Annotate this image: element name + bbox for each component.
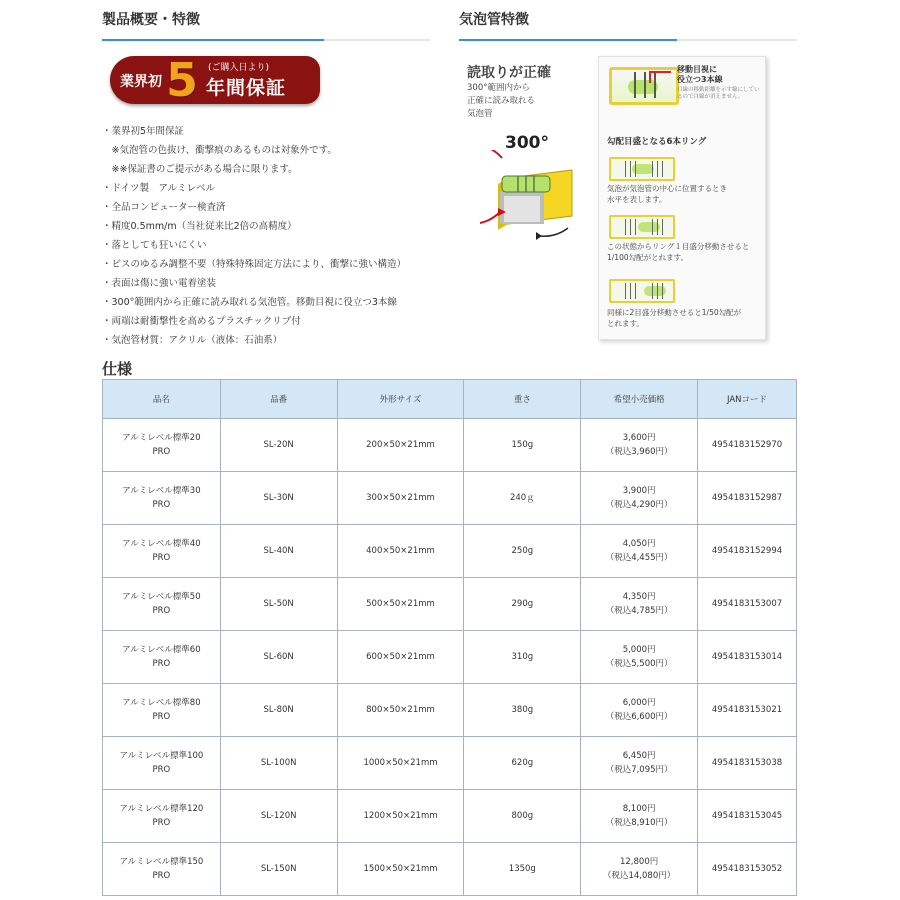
overview-title: 製品概要・特徴 (102, 12, 200, 28)
cell-code: SL-20N (220, 419, 337, 472)
spec-table (102, 379, 797, 896)
cell-jan: 4954183153038 (698, 737, 797, 790)
cell-name: アルミレベル標準150 PRO (103, 843, 221, 896)
cell-code: SL-120N (220, 790, 337, 843)
cell-weight: 1350g (464, 843, 581, 896)
three-lines-note: 目線の移動距離を示す線にしているので目線が消えません。 (677, 87, 760, 100)
three-lines-callout: 移動目視に 役立つ3本線 (677, 65, 723, 84)
vial-two-ring-icon (609, 279, 675, 303)
feature-item: ※気泡管の色抜け、衝撃痕のあるものは対象外です。 (102, 145, 337, 156)
feature-item: ・両端は耐衝撃性を高めるプラスチックリブ付 (102, 316, 301, 327)
cell-code: SL-60N (220, 631, 337, 684)
badge-number: 5 (166, 56, 199, 104)
cell-name: アルミレベル標準50 PRO (103, 578, 221, 631)
table-row (103, 472, 797, 525)
table-row (103, 843, 797, 896)
cell-price: 4,350円 （税込4,785円） (581, 578, 698, 631)
feature-item: ・業界初5年間保証 (102, 126, 185, 137)
table-row (103, 790, 797, 843)
cell-name: アルミレベル標準80 PRO (103, 684, 221, 737)
cell-size: 600×50×21mm (337, 631, 464, 684)
cell-weight: 150g (464, 419, 581, 472)
cell-jan: 4954183152987 (698, 472, 797, 525)
table-header-row (103, 380, 797, 419)
cell-name: アルミレベル標準20 PRO (103, 419, 221, 472)
cell-price: 6,000円 （税込6,600円） (581, 684, 698, 737)
spec-title: 仕様 (102, 360, 133, 378)
cell-size: 400×50×21mm (337, 525, 464, 578)
vial-title: 気泡管特徴 (459, 12, 529, 28)
vial-detail-panel (598, 56, 766, 340)
cell-name: アルミレベル標準60 PRO (103, 631, 221, 684)
callout-arrow (649, 71, 671, 73)
cell-code: SL-100N (220, 737, 337, 790)
table-row (103, 737, 797, 790)
cell-size: 800×50×21mm (337, 684, 464, 737)
cell-price: 12,800円 （税込14,080円） (581, 843, 698, 896)
cell-jan: 4954183152970 (698, 419, 797, 472)
cell-weight: 800g (464, 790, 581, 843)
cell-price: 4,050円 （税込4,455円） (581, 525, 698, 578)
cell-price: 3,900円 （税込4,290円） (581, 472, 698, 525)
cell-code: SL-30N (220, 472, 337, 525)
cell-jan: 4954183153045 (698, 790, 797, 843)
degree-label: 300° (505, 133, 549, 153)
feature-item: ・表面は傷に強い電着塗装 (102, 278, 217, 289)
cell-size: 300×50×21mm (337, 472, 464, 525)
badge-suffix: 年間保証 (206, 77, 287, 99)
step-level-text: 気泡が気泡管の中心に位置するとき 水平を表します。 (607, 184, 727, 204)
cell-weight: 310g (464, 631, 581, 684)
cell-code: SL-50N (220, 578, 337, 631)
vial-level-icon (609, 157, 675, 181)
table-row (103, 419, 797, 472)
step-two-ring-text: 同様に2目盛分移動させると1/50勾配が とれます。 (607, 308, 742, 328)
cell-weight: 620g (464, 737, 581, 790)
feature-item: ・ドイツ製 アルミレベル (102, 183, 216, 194)
header-code: 品番 (220, 380, 337, 419)
cell-jan: 4954183153014 (698, 631, 797, 684)
rings-title: 勾配目盛となる6本リング (607, 137, 707, 147)
table-row (103, 631, 797, 684)
feature-item: ※※保証書のご提示がある場合に限ります。 (102, 164, 298, 175)
cell-price: 8,100円 （税込8,910円） (581, 790, 698, 843)
callout-arrow-stem (649, 71, 651, 83)
cell-name: アルミレベル標準40 PRO (103, 525, 221, 578)
cell-name: アルミレベル標準100 PRO (103, 737, 221, 790)
feature-item: ・精度0.5mm/m（当社従来比2倍の高精度） (102, 221, 297, 232)
cell-jan: 4954183153007 (698, 578, 797, 631)
cell-price: 5,000円 （税込5,500円） (581, 631, 698, 684)
cell-jan: 4954183153052 (698, 843, 797, 896)
cell-jan: 4954183152994 (698, 525, 797, 578)
header-price: 希望小売価格 (581, 380, 698, 419)
cell-size: 1000×50×21mm (337, 737, 464, 790)
cell-price: 3,600円 （税込3,960円） (581, 419, 698, 472)
badge-prefix: 業界初 (120, 74, 162, 90)
cell-size: 1200×50×21mm (337, 790, 464, 843)
header-weight: 重さ (464, 380, 581, 419)
feature-item: ・ビスのゆるみ調整不要（特殊特殊固定方法により、衝撃に強い構造） (102, 259, 407, 270)
cell-price: 6,450円 （税込7,095円） (581, 737, 698, 790)
cell-code: SL-80N (220, 684, 337, 737)
cell-size: 1500×50×21mm (337, 843, 464, 896)
cell-code: SL-150N (220, 843, 337, 896)
table-row (103, 525, 797, 578)
cell-name: アルミレベル標準30 PRO (103, 472, 221, 525)
feature-list (102, 122, 432, 350)
feature-item: ・気泡管材質：アクリル（液体：石油系） (102, 335, 283, 346)
cell-weight: 380g (464, 684, 581, 737)
accuracy-heading: 読取りが正確 (467, 65, 551, 81)
overview-underline (102, 39, 430, 41)
header-jan: JANコード (698, 380, 797, 419)
accuracy-description: 300°範囲内から 正確に読み取れる 気泡管 (467, 83, 536, 119)
badge-note: (ご購入日より) (208, 63, 270, 73)
cell-weight: 290g (464, 578, 581, 631)
table-row (103, 684, 797, 737)
level-vial-illustration (480, 150, 580, 240)
cell-name: アルミレベル標準120 PRO (103, 790, 221, 843)
vial-one-ring-icon (609, 215, 675, 239)
feature-item: ・落としても狂いにくい (102, 240, 207, 251)
cell-weight: 250g (464, 525, 581, 578)
cell-code: SL-40N (220, 525, 337, 578)
feature-item: ・300°範囲内から正確に読み取れる気泡管。移動目視に役立つ3本線 (102, 297, 397, 308)
table-row (103, 578, 797, 631)
warranty-badge (110, 56, 320, 104)
feature-item: ・全品コンピューター検査済 (102, 202, 226, 213)
cell-size: 200×50×21mm (337, 419, 464, 472)
header-size: 外形サイズ (337, 380, 464, 419)
cell-weight: 240ｇ (464, 472, 581, 525)
cell-size: 500×50×21mm (337, 578, 464, 631)
cell-jan: 4954183153021 (698, 684, 797, 737)
step-one-ring-text: この状態からリング１目盛分移動させると 1/100勾配がとれます。 (607, 242, 750, 262)
header-name: 品名 (103, 380, 221, 419)
vial-underline (459, 39, 797, 41)
